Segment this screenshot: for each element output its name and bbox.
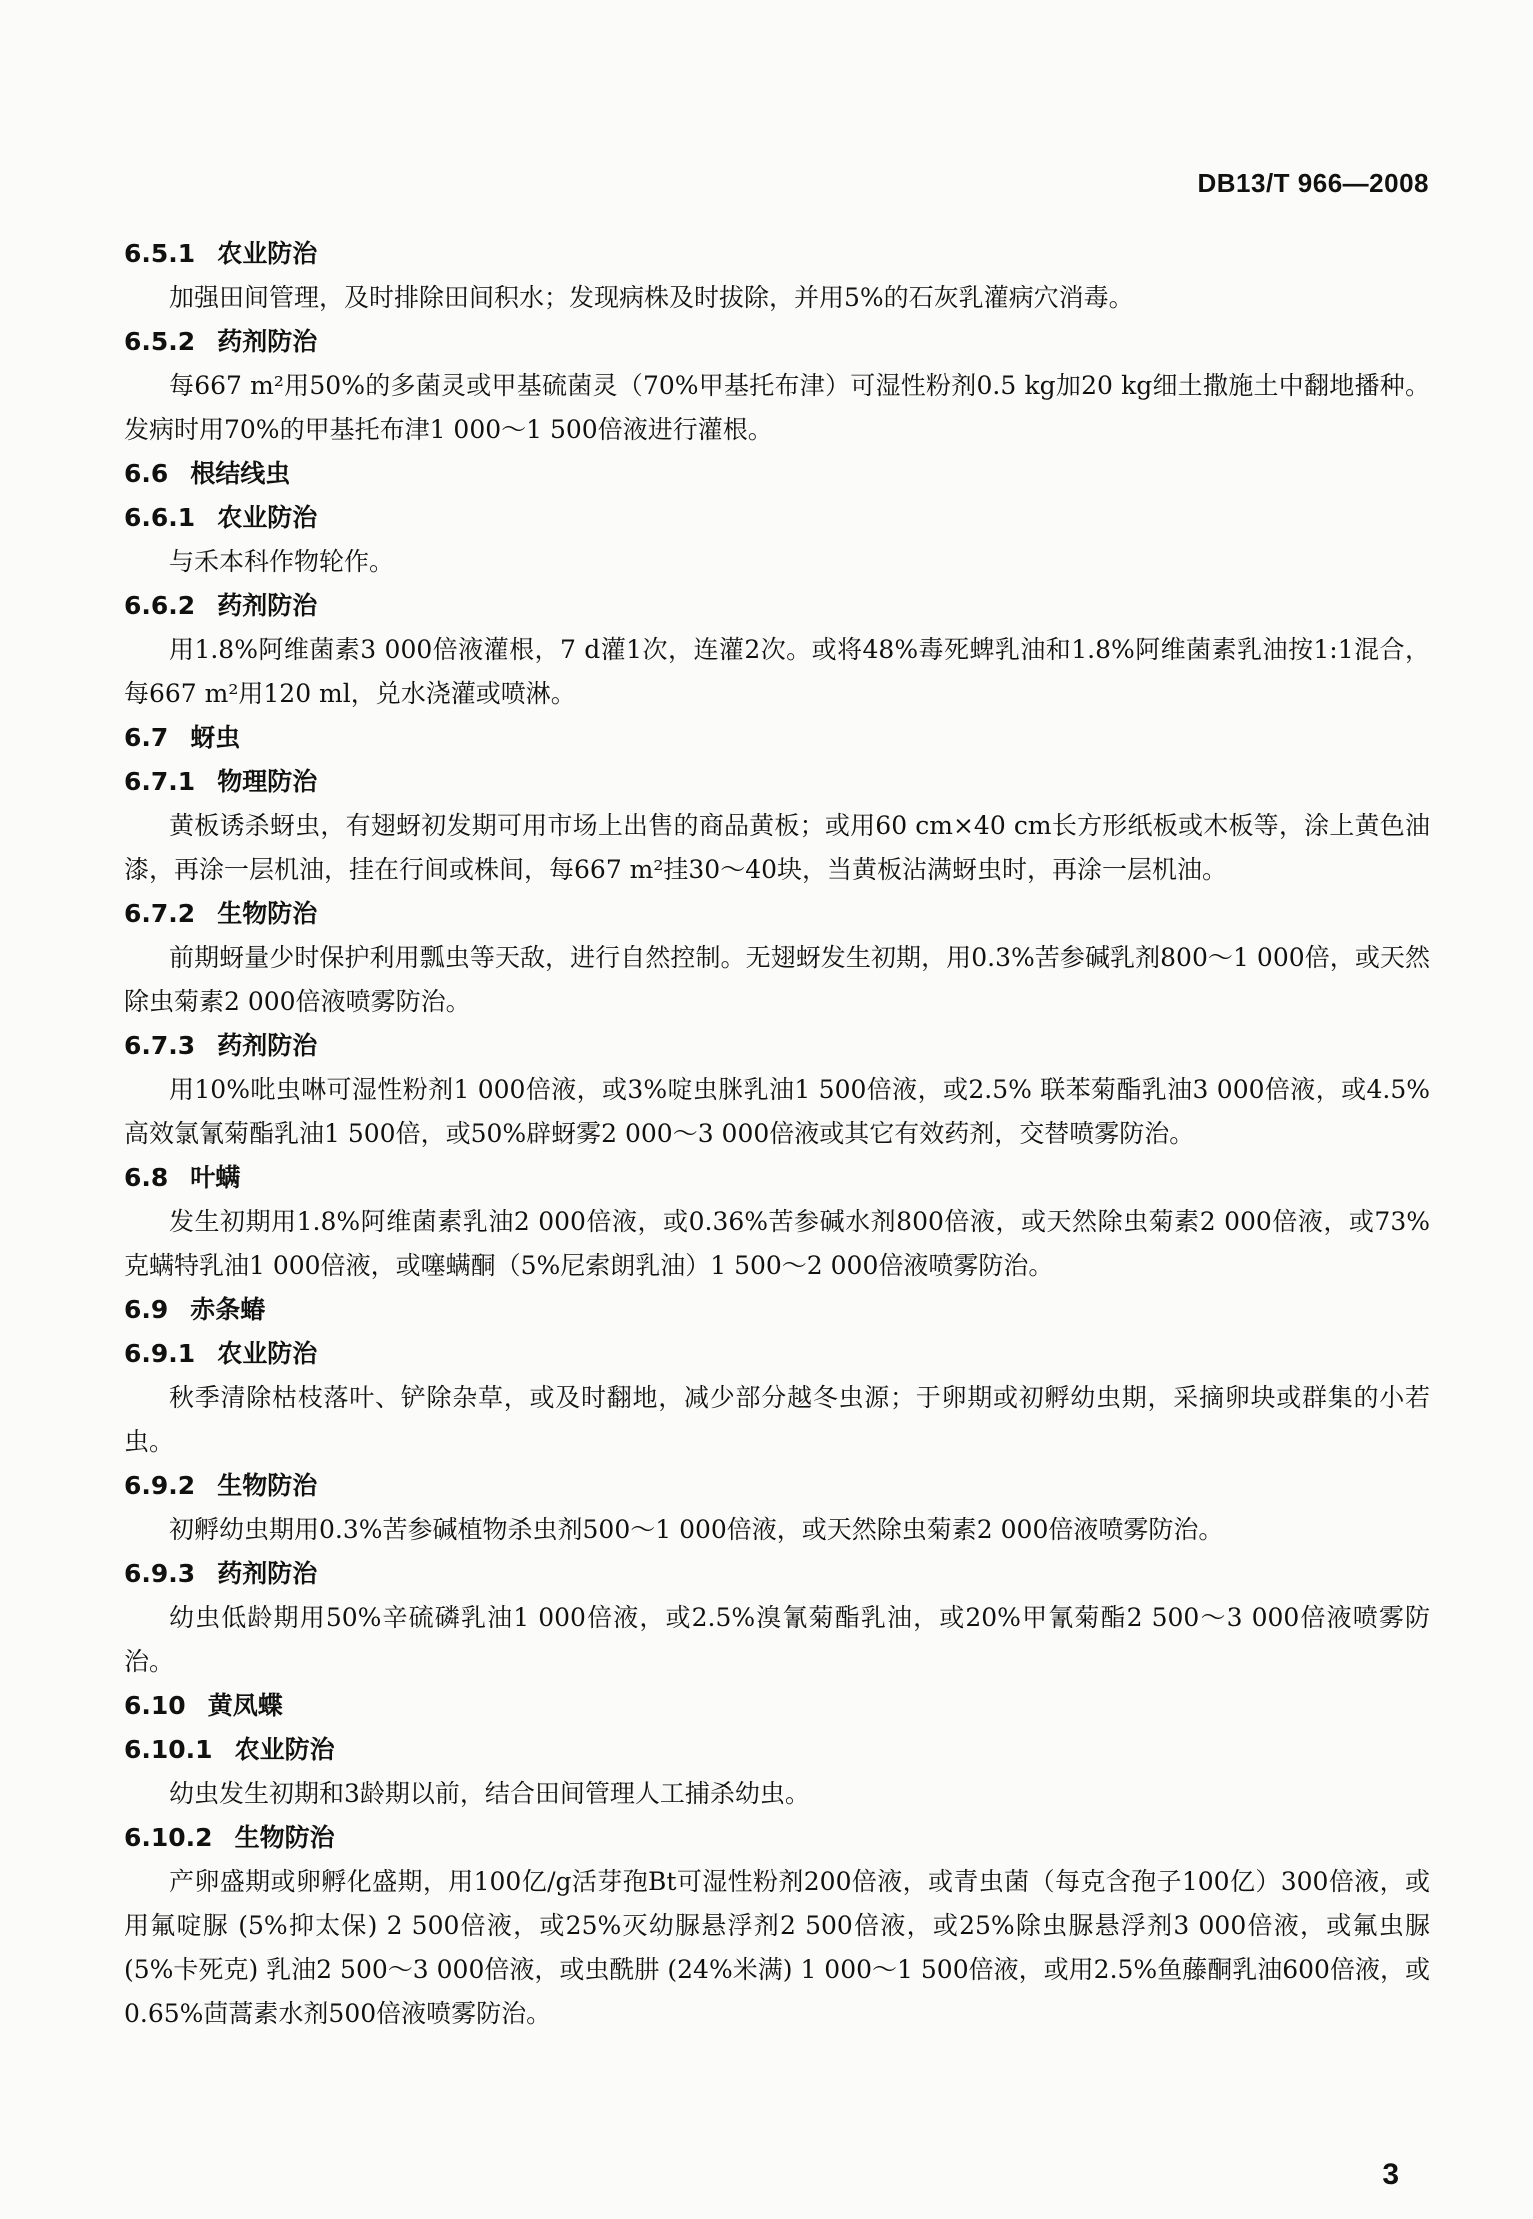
section-heading <box>124 232 1430 276</box>
section-heading <box>124 892 1430 936</box>
section-title: 药剂防治 <box>217 1031 318 1060</box>
section-number: 6.9.2 <box>124 1471 196 1500</box>
section-number: 6.7.2 <box>124 899 196 928</box>
section-title: 黄凤蝶 <box>207 1691 283 1720</box>
section-heading <box>124 1728 1430 1772</box>
section-number: 6.7.1 <box>124 767 196 796</box>
section-title: 农业防治 <box>217 503 318 532</box>
section-title: 农业防治 <box>234 1735 335 1764</box>
paragraph: 加强田间管理，及时排除田间积水；发现病株及时拔除，并用5%的石灰乳灌病穴消毒。 <box>169 283 1134 312</box>
section-number: 6.6.1 <box>124 503 196 532</box>
section-title: 农业防治 <box>217 1339 318 1368</box>
document-body <box>124 232 1430 2036</box>
section-heading <box>124 1552 1430 1596</box>
section-title: 根结线虫 <box>190 459 291 488</box>
section-title: 药剂防治 <box>217 1559 318 1588</box>
section-title: 物理防治 <box>217 767 318 796</box>
section-number: 6.5.1 <box>124 239 196 268</box>
paragraph: 幼虫低龄期用50%辛硫磷乳油1 000倍液，或2.5%溴氰菊酯乳油，或20%甲氰菊酯2 500～3 000倍液喷雾防治。 <box>124 1603 1430 1676</box>
paragraph: 幼虫发生初期和3龄期以前，结合田间管理人工捕杀幼虫。 <box>169 1779 810 1808</box>
paragraph: 每667 m²用50%的多菌灵或甲基硫菌灵（70%甲基托布津）可湿性粉剂0.5 kg加20 kg细土撒施土中翻地播种。发病时用70%的甲基托布津1 000～1 500倍液进行灌根。 <box>124 371 1430 444</box>
section-title: 生物防治 <box>217 1471 318 1500</box>
section-title: 赤条蝽 <box>190 1295 266 1324</box>
section-heading <box>124 452 1430 496</box>
section-title: 农业防治 <box>217 239 318 268</box>
section-number: 6.7.3 <box>124 1031 196 1060</box>
section-heading <box>124 1464 1430 1508</box>
section-title: 生物防治 <box>234 1823 335 1852</box>
section-number: 6.9.1 <box>124 1339 196 1368</box>
section-number: 6.10.2 <box>124 1823 213 1852</box>
section-number: 6.7 <box>124 723 169 752</box>
section-number: 6.10 <box>124 1691 186 1720</box>
section-title: 药剂防治 <box>217 327 318 356</box>
section-heading <box>124 320 1430 364</box>
section-heading <box>124 1332 1430 1376</box>
paragraph: 用10%吡虫啉可湿性粉剂1 000倍液，或3%啶虫脒乳油1 500倍液，或2.5% 联苯菊酯乳油3 000倍液，或4.5% 高效氯氰菊酯乳油1 500倍，或50%辟蚜雾2 000～3 000倍液或其它有效药剂，交替喷雾防治。 <box>124 1075 1430 1148</box>
section-number: 6.10.1 <box>124 1735 213 1764</box>
paragraph: 黄板诱杀蚜虫，有翅蚜初发期可用市场上出售的商品黄板；或用60 cm×40 cm长方形纸板或木板等，涂上黄色油漆，再涂一层机油，挂在行间或株间，每667 m²挂30～40块，当黄板沾满蚜虫时，再涂一层机油。 <box>124 811 1430 884</box>
section-title: 生物防治 <box>217 899 318 928</box>
section-heading <box>124 584 1430 628</box>
paragraph: 用1.8%阿维菌素3 000倍液灌根，7 d灌1次，连灌2次。或将48%毒死蜱乳油和1.8%阿维菌素乳油按1:1混合，每667 m²用120 ml，兑水浇灌或喷淋。 <box>124 635 1430 708</box>
section-number: 6.6 <box>124 459 169 488</box>
section-heading <box>124 1684 1430 1728</box>
paragraph: 初孵幼虫期用0.3%苦参碱植物杀虫剂500～1 000倍液，或天然除虫菊素2 000倍液喷雾防治。 <box>169 1515 1224 1544</box>
section-heading <box>124 760 1430 804</box>
page-number: 3 <box>1382 2158 1399 2191</box>
section-heading <box>124 496 1430 540</box>
section-number: 6.5.2 <box>124 327 196 356</box>
standard-code: DB13/T 966—2008 <box>1197 168 1429 198</box>
section-number: 6.9.3 <box>124 1559 196 1588</box>
section-number: 6.6.2 <box>124 591 196 620</box>
section-title: 蚜虫 <box>190 723 241 752</box>
section-title: 叶螨 <box>190 1163 241 1192</box>
paragraph: 前期蚜量少时保护利用瓢虫等天敌，进行自然控制。无翅蚜发生初期，用0.3%苦参碱乳剂800～1 000倍，或天然除虫菊素2 000倍液喷雾防治。 <box>124 943 1430 1016</box>
section-number: 6.8 <box>124 1163 169 1192</box>
section-heading <box>124 1156 1430 1200</box>
paragraph: 秋季清除枯枝落叶、铲除杂草，或及时翻地，减少部分越冬虫源；于卵期或初孵幼虫期，采摘卵块或群集的小若虫。 <box>124 1383 1430 1456</box>
paragraph: 与禾本科作物轮作。 <box>169 547 395 576</box>
section-heading <box>124 1024 1430 1068</box>
section-title: 药剂防治 <box>217 591 318 620</box>
section-heading <box>124 1816 1430 1860</box>
paragraph: 产卵盛期或卵孵化盛期，用100亿/g活芽孢Bt可湿性粉剂200倍液，或青虫菌（每克含孢子100亿）300倍液，或用氟啶脲 (5%抑太保) 2 500倍液，或25%灭幼脲悬浮剂2 500倍液，或25%除虫脲悬浮剂3 000倍液，或氟虫脲 (5%卡死克) 乳油2 500～3 000倍液，或虫酰肼 (24%米满) 1 000～1 500倍液，或用2.5%鱼藤酮乳油600倍液，或0.65%茴蒿素水剂500倍液喷雾防治。 <box>124 1867 1430 2028</box>
section-heading <box>124 1288 1430 1332</box>
section-heading <box>124 716 1430 760</box>
paragraph: 发生初期用1.8%阿维菌素乳油2 000倍液，或0.36%苦参碱水剂800倍液，或天然除虫菊素2 000倍液，或73%克螨特乳油1 000倍液，或噻螨酮（5%尼索朗乳油）1 500～2 000倍液喷雾防治。 <box>124 1207 1430 1280</box>
section-number: 6.9 <box>124 1295 169 1324</box>
